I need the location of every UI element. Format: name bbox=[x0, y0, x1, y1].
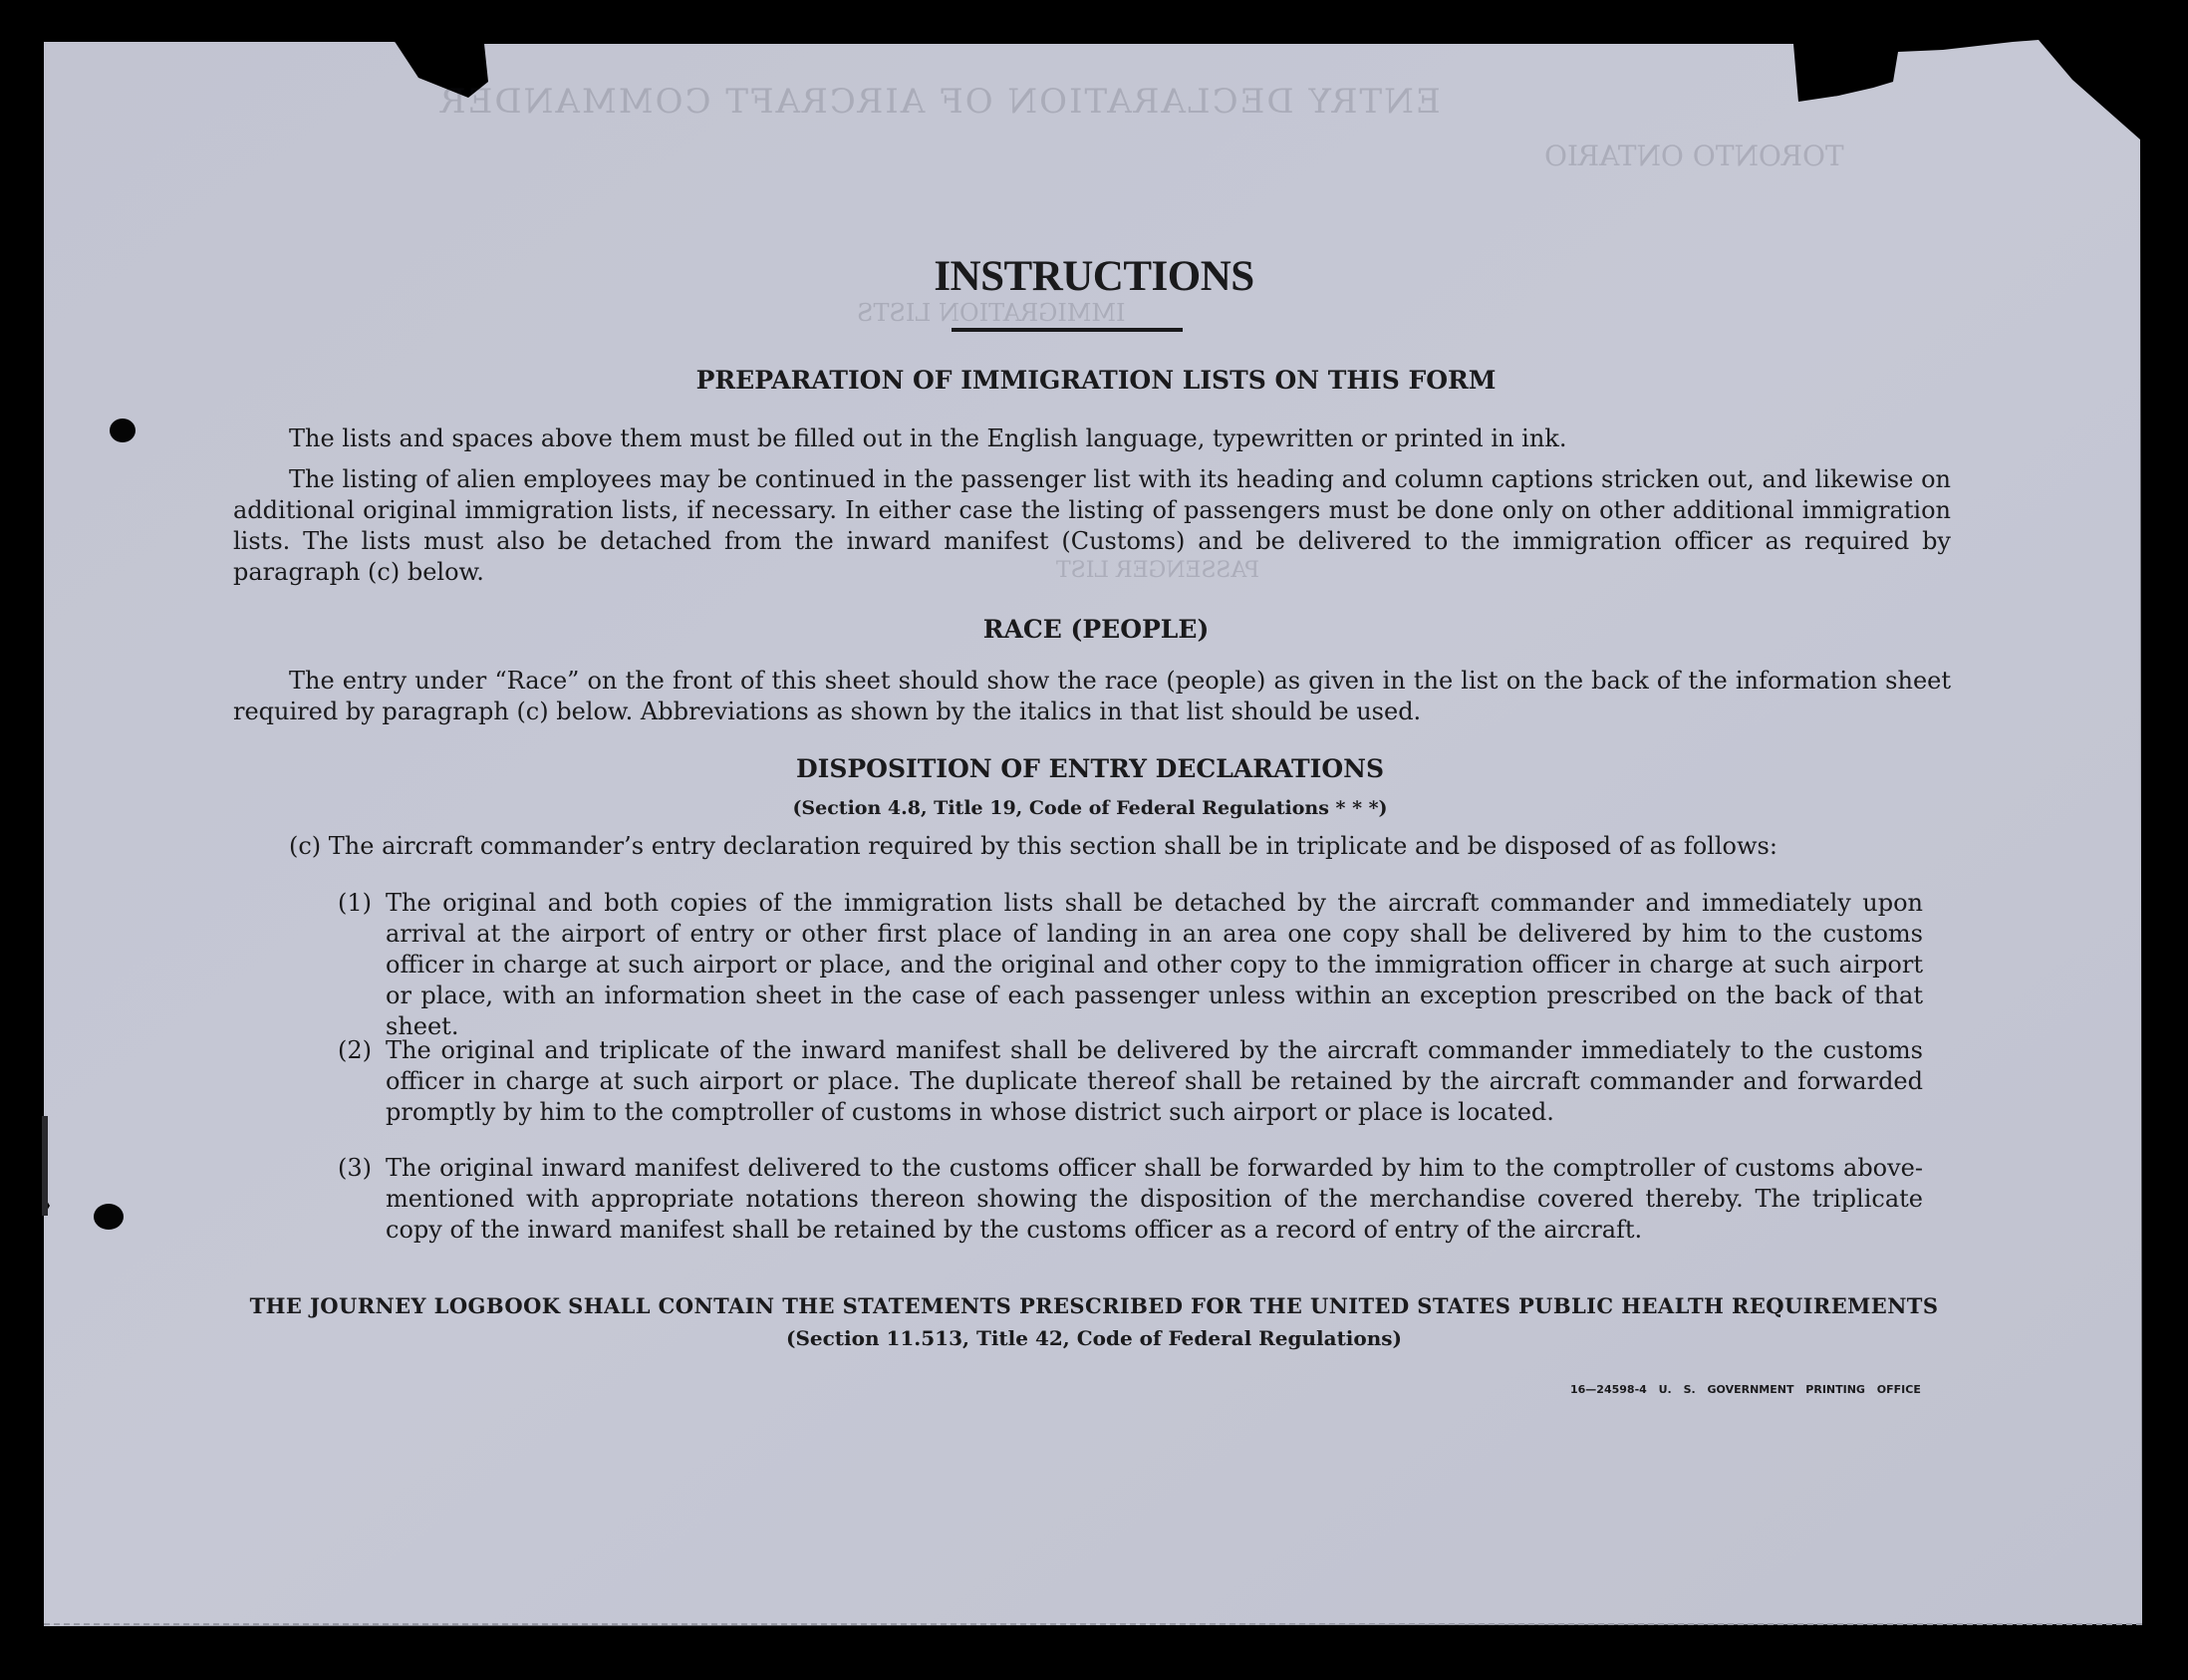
bleed-through-text: TORONTO ONTARIO bbox=[1544, 140, 1844, 172]
race-paragraph: The entry under “Race” on the front of this sheet should show the race (people) as given in the list on the back of the information sheet required by paragraph (c) below. Abbreviations as shown by the italics in that list should be used. bbox=[233, 667, 1951, 725]
preparation-paragraph-1: The lists and spaces above them must be filled out in the English language, typewritten or printed in ink. bbox=[289, 424, 1567, 452]
preparation-heading: PREPARATION OF IMMIGRATION LISTS ON THIS FORM bbox=[695, 366, 1497, 395]
public-health-statement: THE JOURNEY LOGBOOK SHALL CONTAIN THE STATEMENTS PRESCRIBED FOR THE UNITED STATES PUBLIC HEALTH REQUIREMENTS bbox=[249, 1293, 1939, 1318]
bleed-through-text: IMMIGRATION LISTS bbox=[857, 299, 1126, 327]
bleed-through-text: PASSENGER LIST bbox=[1056, 558, 1259, 583]
disposition-item-2 bbox=[338, 1035, 1951, 1128]
item-number: (2) bbox=[338, 1036, 372, 1064]
disposition-item-3 bbox=[338, 1153, 1951, 1246]
disposition-citation: (Section 4.8, Title 19, Code of Federal Regulations * * *) bbox=[792, 797, 1388, 819]
item-number: (3) bbox=[338, 1154, 372, 1182]
preparation-paragraph-2: The listing of alien employees may be continued in the passenger list with its heading and column captions stricken out, and likewise on additional original immigration lists, if necessary. In either case the listing of passengers must be done only on other additional immigration lists. The lists must also be detached from the inward manifest (Customs) and be delivered to the immigration officer as required by paragraph (c) below. bbox=[233, 465, 1951, 586]
item-text: The original inward manifest delivered to the customs officer shall be forwarded by him to the comptroller of customs above-mentioned with appropriate notations thereon showing the disposition of the merchandise covered thereby. The triplicate copy of the inward manifest shall be retained by the customs officer as a record of entry of the aircraft. bbox=[386, 1154, 1923, 1244]
public-health-citation: (Section 11.513, Title 42, Code of Federal Regulations) bbox=[785, 1326, 1403, 1350]
bleed-through-text: ENTRY DECLARATION OF AIRCRAFT COMMANDER bbox=[438, 82, 1441, 122]
disposition-heading: DISPOSITION OF ENTRY DECLARATIONS bbox=[795, 754, 1385, 783]
printer-mark: 16—24598‑4 U. S. GOVERNMENT PRINTING OFFICE bbox=[1570, 1383, 1921, 1396]
disposition-intro: (c) The aircraft commander’s entry declaration required by this section shall be in triplicate and be disposed of as follows: bbox=[289, 832, 1778, 860]
item-number: (1) bbox=[338, 889, 372, 917]
race-heading: RACE (PEOPLE) bbox=[982, 615, 1210, 644]
title-underline bbox=[952, 328, 1183, 332]
page-title: INSTRUCTIONS bbox=[934, 253, 1254, 300]
item-text: The original and both copies of the immigration lists shall be detached by the aircraft commander and immediately upon arrival at the airport of entry or other first place of landing in an area one copy shall be delivered by him to the customs officer in charge at such airport or place, and the original and other copy to the immigration officer in charge at such airport or place, with an information sheet in the case of each passenger unless within an exception prescribed on the back of that sheet. bbox=[386, 889, 1923, 1040]
disposition-item-1 bbox=[338, 888, 1951, 1042]
item-text: The original and triplicate of the inward manifest shall be delivered by the aircraft commander immediately to the customs officer in charge at such airport or place. The duplicate thereof shall be retained by the aircraft commander and forwarded promptly by him to the comptroller of customs in whose district such airport or place is located. bbox=[386, 1036, 1923, 1126]
